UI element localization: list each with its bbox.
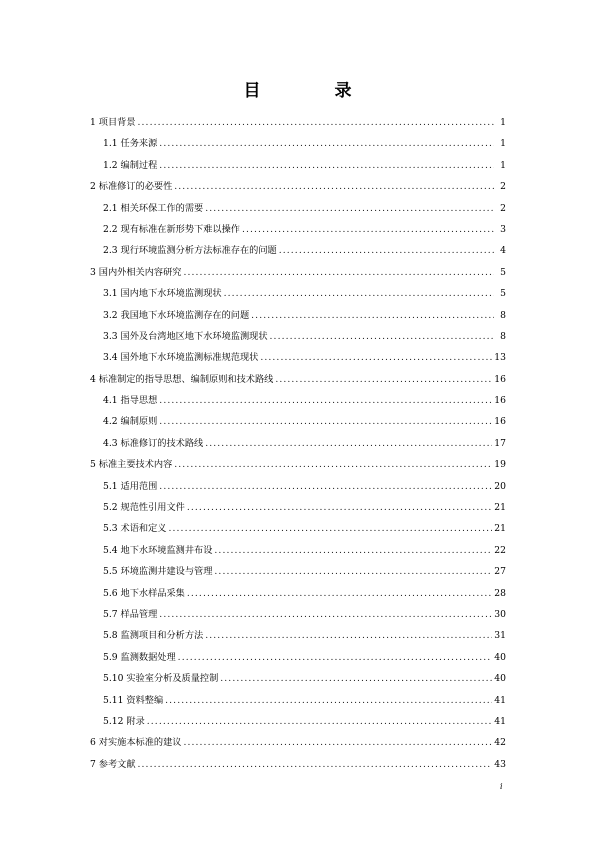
toc-entry-page-number: 40 [494,673,506,685]
toc-entry-label: 3 国内外相关内容研究 [90,266,182,278]
toc-dot-leader [159,604,492,625]
toc-section-entry[interactable] [90,390,506,411]
toc-chapter-entry[interactable] [90,176,506,197]
toc-section-entry[interactable] [90,133,506,154]
toc-entry-page-number: 3 [500,223,506,235]
toc-entry-page-number: 31 [494,630,506,642]
toc-dot-leader [224,283,494,304]
toc-entry-label: 2.3 现行环境监测分析方法标准存在的问题 [103,245,277,257]
toc-entry-label: 5.9 监测数据处理 [103,651,176,663]
toc-entry-page-number: 41 [494,715,506,727]
toc-dot-leader [214,561,492,582]
toc-dot-leader [159,476,492,497]
toc-entry-label: 4.3 标准修订的技术路线 [103,437,204,449]
toc-entry-label: 4 标准制定的指导思想、编制原则和技术路线 [90,373,274,385]
toc-entry-page-number: 16 [494,416,506,428]
toc-section-entry[interactable] [90,198,506,219]
toc-entry-page-number: 20 [494,480,506,492]
page-title: 目 录 [243,81,386,101]
table-of-contents [90,112,506,775]
toc-dot-leader [174,454,492,475]
toc-entry-label: 4.2 编制原则 [103,416,158,428]
toc-entry-label: 5.4 地下水环境监测井布设 [103,544,213,556]
toc-entry-page-number: 8 [500,330,506,342]
toc-entry-label: 6 对实施本标准的建议 [90,737,182,749]
toc-entry-page-number: 1 [500,138,506,150]
toc-dot-leader [275,369,492,390]
toc-entry-page-number: 42 [494,737,506,749]
toc-entry-label: 2.2 现有标准在新形势下难以操作 [103,223,240,235]
toc-entry-page-number: 5 [500,266,506,278]
toc-entry-label: 1.1 任务来源 [103,138,158,150]
toc-dot-leader [174,176,494,197]
page-number: i [500,782,503,791]
toc-section-entry[interactable] [90,518,506,539]
toc-section-entry[interactable] [90,668,506,689]
toc-section-entry[interactable] [90,433,506,454]
toc-entry-label: 1.2 编制过程 [103,159,158,171]
toc-entry-page-number: 21 [494,523,506,535]
toc-dot-leader [159,133,494,154]
toc-dot-leader [138,112,494,133]
toc-chapter-entry[interactable] [90,112,506,133]
toc-entry-label: 5.7 样品管理 [103,608,158,620]
toc-entry-label: 2.1 相关环保工作的需要 [103,202,204,214]
toc-dot-leader [205,433,492,454]
toc-section-entry[interactable] [90,155,506,176]
toc-section-entry[interactable] [90,347,506,368]
toc-entry-label: 7 参考文献 [90,758,136,770]
toc-dot-leader [260,347,492,368]
toc-section-entry[interactable] [90,219,506,240]
toc-section-entry[interactable] [90,561,506,582]
toc-dot-leader [251,305,494,326]
toc-entry-label: 5.2 规范性引用文件 [103,502,185,514]
toc-entry-page-number: 1 [500,159,506,171]
toc-entry-page-number: 41 [494,694,506,706]
toc-section-entry[interactable] [90,604,506,625]
toc-dot-leader [220,668,492,689]
toc-section-entry[interactable] [90,411,506,432]
toc-section-entry[interactable] [90,326,506,347]
toc-entry-label: 3.2 我国地下水环境监测存在的问题 [103,309,250,321]
toc-section-entry[interactable] [90,647,506,668]
toc-entry-label: 4.1 指导思想 [103,395,158,407]
toc-section-entry[interactable] [90,305,506,326]
toc-entry-page-number: 21 [494,502,506,514]
toc-chapter-entry[interactable] [90,369,506,390]
toc-dot-leader [205,198,494,219]
toc-section-entry[interactable] [90,283,506,304]
toc-entry-page-number: 22 [494,544,506,556]
toc-entry-page-number: 2 [500,202,506,214]
toc-dot-leader [178,647,493,668]
toc-dot-leader [214,540,492,561]
toc-entry-label: 5.3 术语和定义 [103,523,167,535]
toc-entry-label: 5.11 资料整编 [103,694,164,706]
toc-dot-leader [279,240,494,261]
toc-entry-page-number: 2 [500,181,506,193]
toc-section-entry[interactable] [90,583,506,604]
toc-entry-label: 5 标准主要技术内容 [90,459,173,471]
toc-dot-leader [242,219,494,240]
toc-entry-label: 3.3 国外及台湾地区地下水环境监测现状 [103,330,268,342]
toc-dot-leader [187,583,492,604]
toc-entry-label: 5.5 环境监测井建设与管理 [103,566,213,578]
toc-entry-page-number: 4 [500,245,506,257]
toc-section-entry[interactable] [90,690,506,711]
toc-dot-leader [183,262,494,283]
toc-dot-leader [147,711,493,732]
toc-dot-leader [183,732,492,753]
toc-section-entry[interactable] [90,476,506,497]
toc-entry-label: 3.1 国内地下水环境监测现状 [103,288,222,300]
toc-dot-leader [138,754,493,775]
toc-entry-label: 5.1 适用范围 [103,480,158,492]
toc-entry-page-number: 19 [494,459,506,471]
toc-entry-page-number: 28 [494,587,506,599]
toc-entry-label: 5.6 地下水样品采集 [103,587,185,599]
toc-entry-label: 5.8 监测项目和分析方法 [103,630,204,642]
toc-chapter-entry[interactable] [90,262,506,283]
toc-entry-page-number: 5 [500,288,506,300]
toc-chapter-entry[interactable] [90,754,506,775]
toc-entry-label: 2 标准修订的必要性 [90,181,173,193]
toc-entry-page-number: 43 [494,758,506,770]
toc-dot-leader [159,411,492,432]
toc-entry-label: 1 项目背景 [90,117,136,128]
toc-entry-label: 5.10 实验室分析及质量控制 [103,673,219,685]
toc-dot-leader [270,326,494,347]
toc-entry-page-number: 27 [494,566,506,578]
toc-entry-label: 3.4 国外地下水环境监测标准规范现状 [103,352,259,364]
toc-chapter-entry[interactable] [90,732,506,753]
toc-entry-page-number: 8 [500,309,506,321]
toc-dot-leader [165,690,492,711]
toc-chapter-entry[interactable] [90,454,506,475]
toc-entry-page-number: 30 [494,608,506,620]
toc-dot-leader [159,155,494,176]
toc-dot-leader [187,497,492,518]
toc-dot-leader [168,518,492,539]
toc-section-entry[interactable] [90,240,506,261]
toc-entry-page-number: 16 [494,373,506,385]
toc-section-entry[interactable] [90,625,506,646]
toc-section-entry[interactable] [90,540,506,561]
toc-dot-leader [159,390,492,411]
toc-entry-label: 5.12 附录 [103,715,145,727]
toc-dot-leader [205,625,492,646]
toc-entry-page-number: 16 [494,395,506,407]
toc-section-entry[interactable] [90,497,506,518]
toc-entry-page-number: 1 [500,117,506,128]
toc-entry-page-number: 40 [494,651,506,663]
toc-entry-page-number: 13 [494,352,506,364]
toc-section-entry[interactable] [90,711,506,732]
toc-entry-page-number: 17 [494,437,506,449]
